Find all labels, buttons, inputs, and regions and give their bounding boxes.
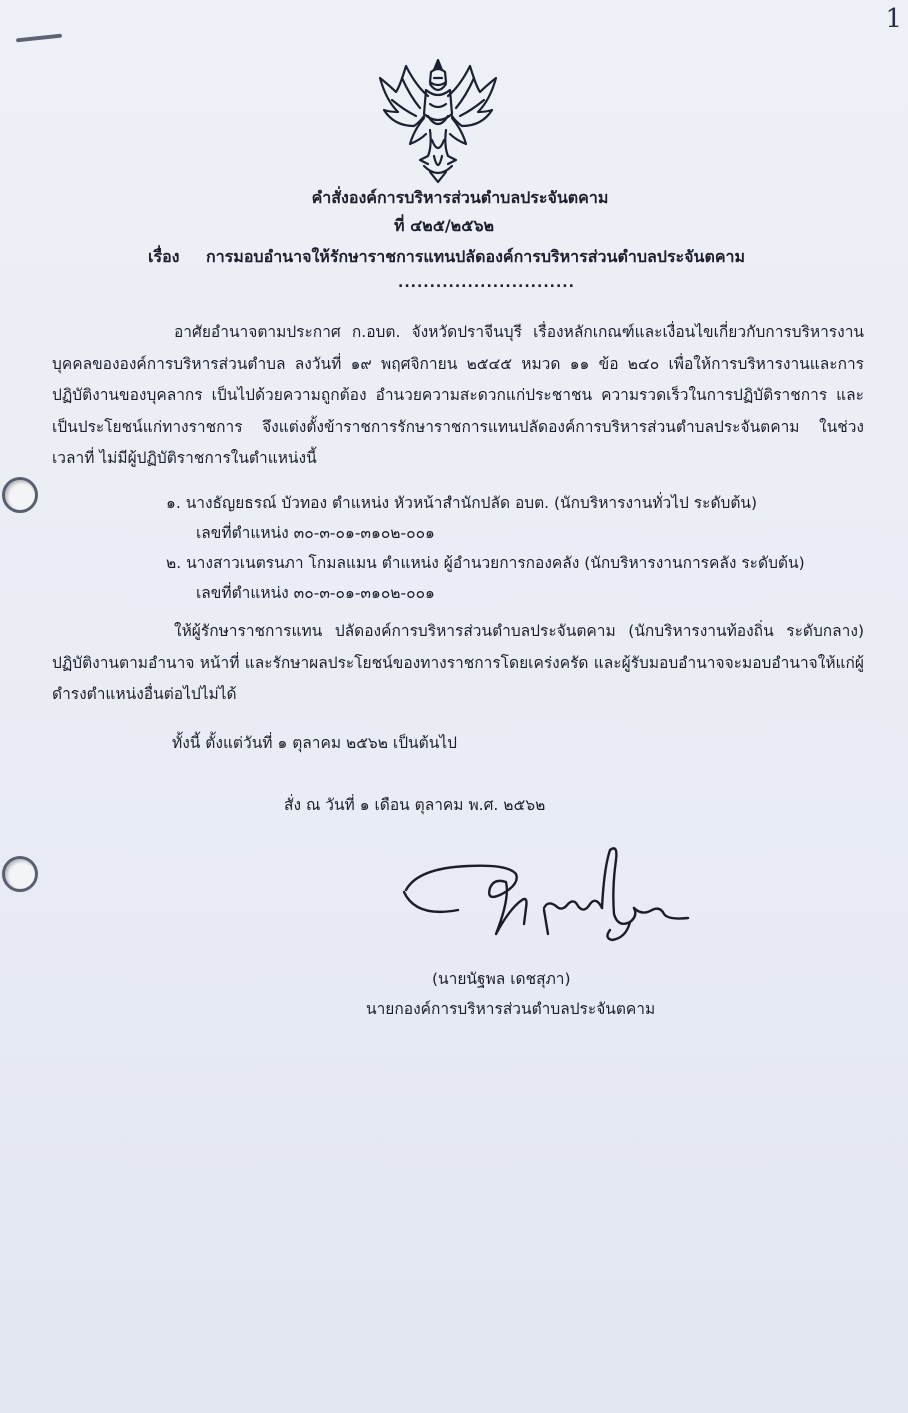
punch-hole <box>2 477 38 513</box>
paragraph-duties: ให้ผู้รักษาราชการแทน ปลัดองค์การบริหารส่วนตำบลประจันตคาม (นักบริหารงานท้องถิ่น ระดับกลาง) ปฏิบัติงานตามอำนาจ หน้าที่ และรักษาผลประโยชน์ของทางราชการโดยเคร่งครัด และผู้รับมอบอำนาจจะมอบอำนาจให้แก่ผู้ดำรงตำแหน่งอื่นต่อไปไม่ได้ <box>52 622 864 703</box>
order-number: ที่ ๔๒๕/๒๕๖๒ <box>393 216 495 235</box>
pen-mark <box>16 34 62 43</box>
order-date: สั่ง ณ วันที่ ๑ เดือน ตุลาคม พ.ศ. ๒๕๖๒ <box>284 796 546 814</box>
garuda-emblem-icon <box>376 56 500 184</box>
page-number: 1 <box>885 4 902 34</box>
appointee-1-position-number: เลขที่ตำแหน่ง ๓๐-๓-๐๑-๓๑๐๒-๐๐๑ <box>196 524 435 542</box>
appointee-2: ๒. นางสาวเนตรนภา โกมลแมน ตำแหน่ง ผู้อำนวยการกองคลัง (นักบริหารงานการคลัง ระดับต้น) <box>166 554 805 572</box>
separator: ............................ <box>398 275 575 291</box>
punch-hole <box>2 856 38 892</box>
order-title: คำสั่งองค์การบริหารส่วนตำบลประจันตคาม <box>311 188 609 207</box>
paragraph-authority: อาศัยอำนาจตามประกาศ ก.อบต. จังหวัดปราจีนบุรี เรื่องหลักเกณฑ์และเงื่อนไขเกี่ยวกับการบริหารงานบุคคลขององค์การบริหารส่วนตำบล ลงวันที่ ๑๙ พฤศจิกายน ๒๕๔๕ หมวด ๑๑ ข้อ ๒๔๐ เพื่อให้การบริหารงานและการปฏิบัติงานของบุคลากร เป็นไปด้วยความถูกต้อง อำนวยความสะดวกแก่ประชาชน ความรวดเร็วในการปฏิบัติราชการ และเป็นประโยชน์แก่ทางราชการ จึงแต่งตั้งข้าราชการรักษาราชการแทนปลัดองค์การบริหารส่วนตำบลประจันตคาม ในช่วงเวลาที่ ไม่มีผู้ปฏิบัติราชการในตำแหน่งนี้ <box>52 323 864 467</box>
signature <box>398 838 698 958</box>
signatory-position: นายกองค์การบริหารส่วนตำบลประจันตคาม <box>366 1000 656 1018</box>
appointee-1: ๑. นางธัญยธรณ์ บัวทอง ตำแหน่ง หัวหน้าสำนักปลัด อบต. (นักบริหารงานทั่วไป ระดับต้น) <box>166 494 758 512</box>
subject-line <box>148 245 745 270</box>
effective-date: ทั้งนี้ ตั้งแต่วันที่ ๑ ตุลาคม ๒๕๖๒ เป็นต้นไป <box>172 734 457 752</box>
subject-text: การมอบอำนาจให้รักษาราชการแทนปลัดองค์การบริหารส่วนตำบลประจันตคาม <box>206 247 746 266</box>
appointee-2-position-number: เลขที่ตำแหน่ง ๓๐-๓-๐๑-๓๑๐๒-๐๐๑ <box>196 584 435 602</box>
subject-label: เรื่อง <box>148 247 180 266</box>
signatory-name: (นายนัฐพล เดชสุภา) <box>432 970 571 988</box>
